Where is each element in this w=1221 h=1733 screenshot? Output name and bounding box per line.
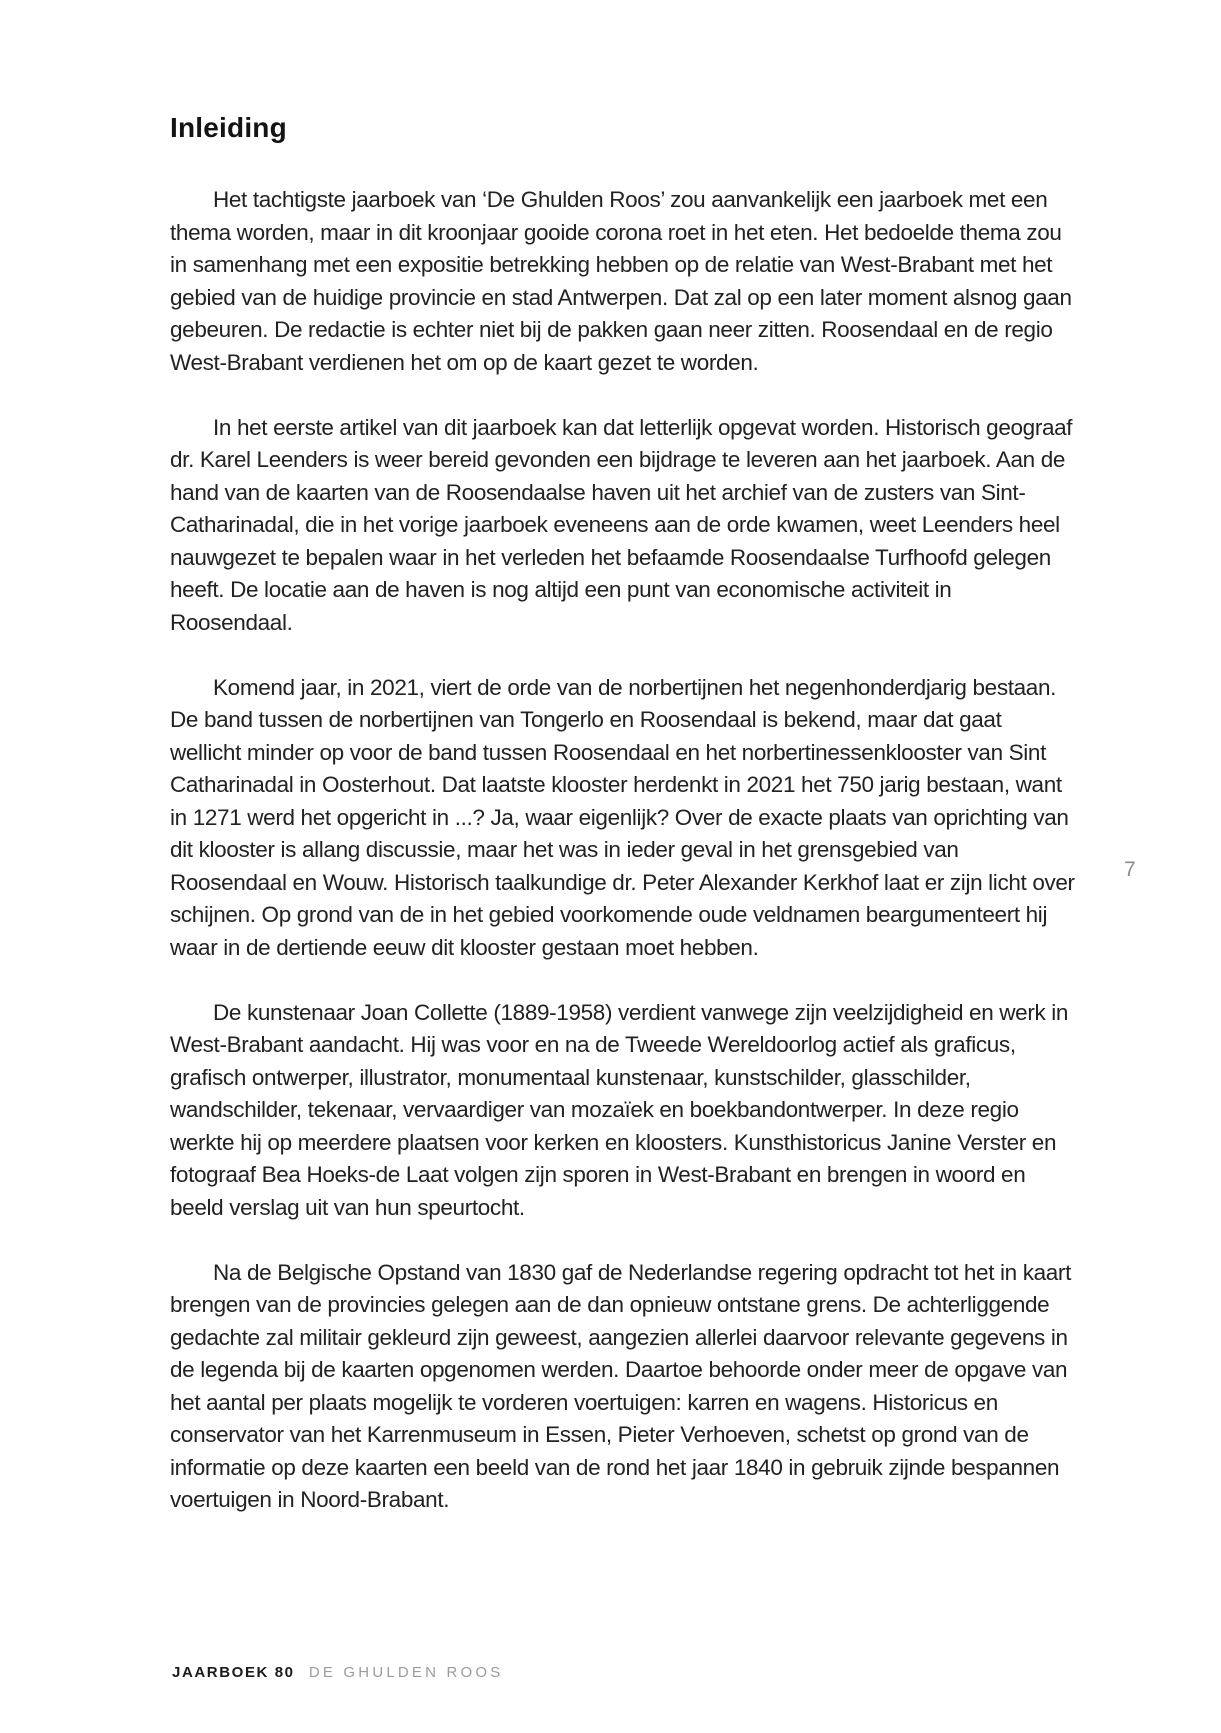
- paragraph: Komend jaar, in 2021, viert de orde van de norbertijnen het negenhonderdjarig bestaan. De band tussen de norbertijnen van Tongerlo en Roosendaal is bekend, maar dat gaat wellicht minder op voor de band tussen Roosendaal en het norbertinessenklooster van Sint Catharinadal in Oosterhout. Dat laatste klooster herdenkt in 2021 het 750 jarig bestaan, want in 1271 werd het opgericht in ...? Ja, waar eigenlijk? Over de exacte plaats van oprichting van dit klooster is allang discussie, maar het was in ieder geval in het grensgebied van Roosendaal en Wouw. Historisch taalkundige dr. Peter Alexander Kerkhof laat er zijn licht over schijnen. Op grond van de in het gebied voorkomende oude veldnamen beargumenteert hij waar in de dertiende eeuw dit klooster gestaan moet hebben.: [170, 674, 1075, 960]
- paragraph: In het eerste artikel van dit jaarboek kan dat letterlijk opgevat worden. Historisch geograaf dr. Karel Leenders is weer bereid gevonden een bijdrage te leveren aan het jaarboek. Aan de hand van de kaarten van de Roosendaalse haven uit het archief van de zusters van Sint-Catharinadal, die in het vorige jaarboek eveneens aan de orde kwamen, weet Leenders heel nauwgezet te bepalen waar in het verleden het befaamde Roosendaalse Turfhoofd gelegen heeft. De locatie aan de haven is nog altijd een punt van economische activiteit in Roosendaal.: [170, 414, 1073, 635]
- paragraph: Na de Belgische Opstand van 1830 gaf de Nederlandse regering opdracht tot het in kaart brengen van de provincies gelegen aan de dan opnieuw ontstane grens. De achterliggende gedachte zal militair gekleurd zijn geweest, aangezien allerlei daarvoor relevante gegevens in de legenda bij de kaarten opgenomen werden. Daartoe behoorde onder meer de opgave van het aantal per plaats mogelijk te vorderen voertuigen: karren en wagens. Historicus en conservator van het Karrenmuseum in Essen, Pieter Verhoeven, schetst op grond van de informatie op deze kaarten een beeld van de rond het jaar 1840 in gebruik zijnde bespannen voertuigen in Noord-Brabant.: [170, 1259, 1071, 1512]
- footer-book-title: DE GHULDEN ROOS: [308, 1664, 504, 1681]
- body-copy: [170, 184, 1076, 1517]
- footer: [172, 1664, 504, 1682]
- paragraph: Het tachtigste jaarboek van ‘De Ghulden Roos’ zou aanvankelijk een jaarboek met een thema worden, maar in dit kroonjaar gooide corona roet in het eten. Het bedoelde thema zou in samenhang met een expositie betrekking hebben op de relatie van West-Brabant met het gebied van de huidige provincie en stad Antwerpen. Dat zal op een later moment alsnog gaan gebeuren. De redactie is echter niet bij de pakken gaan neer zitten. Roosendaal en de regio West-Brabant verdienen het om op de kaart gezet te worden.: [170, 187, 1072, 375]
- page-number: 7: [1124, 858, 1136, 881]
- paragraph: De kunstenaar Joan Collette (1889-1958) verdient vanwege zijn veelzijdigheid en werk in West-Brabant aandacht. Hij was voor en na de Tweede Wereldoorlog actief als graficus, grafisch ontwerper, illustrator, monumentaal kunstenaar, kunstschilder, glasschilder, wandschilder, tekenaar, vervaardiger van mozaïek en boekbandontwerper. In deze regio werkte hij op meerdere plaatsen voor kerken en kloosters. Kunsthistoricus Janine Verster en fotograaf Bea Hoeks-de Laat volgen zijn sporen in West-Brabant en brengen in woord en beeld verslag uit van hun speurtocht.: [170, 999, 1069, 1220]
- page-title: Inleiding: [170, 112, 287, 143]
- text-block: [170, 112, 1076, 1549]
- footer-series-label: JAARBOEK 80: [172, 1664, 295, 1681]
